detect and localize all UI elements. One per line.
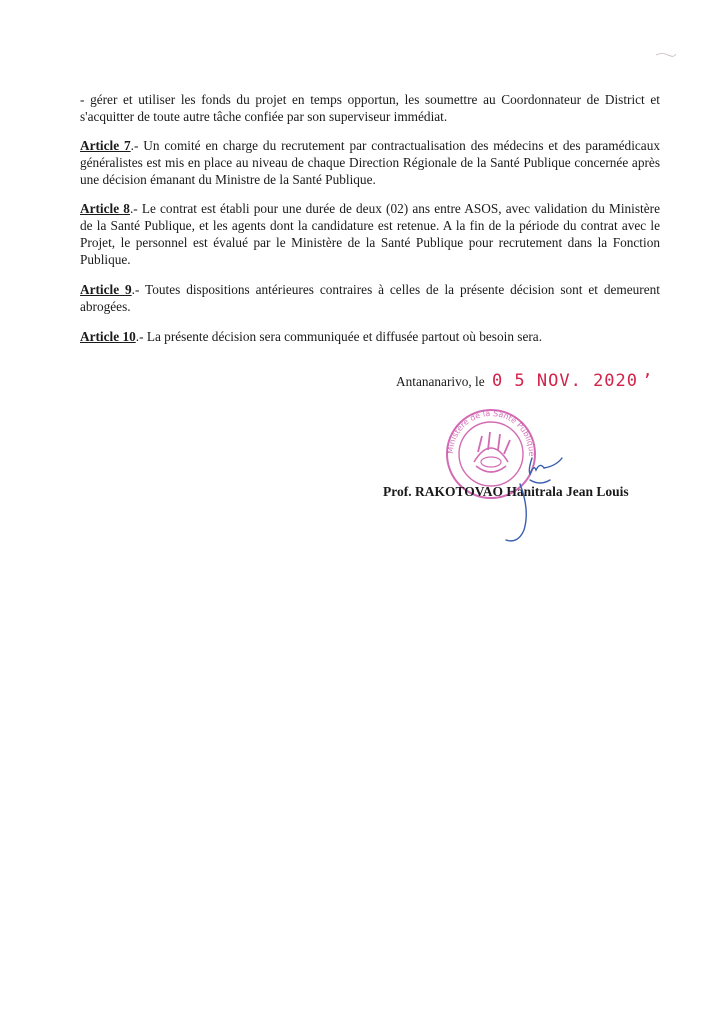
- handwritten-signature: [470, 440, 580, 550]
- article-7-label: Article 7: [80, 138, 131, 153]
- article-10-text: .- La présente décision sera communiquée et diffusée partout où besoin sera.: [135, 329, 543, 344]
- article-7-text: .- Un comité en charge du recrutement par contractualisation des médecins et des paramédicaux généralistes est mis en place au niveau de chaque Direction Régionale de la Santé Publique concernée après une décision émanant du Ministre de la Santé Publique.: [80, 138, 660, 187]
- article-7-paragraph: [80, 137, 660, 188]
- article-10-label: Article 10: [80, 329, 136, 344]
- article-9-label: Article 9: [80, 282, 132, 297]
- article-9-text: .- Toutes dispositions antérieures contraires à celles de la présente décision sont et demeurent abrogées.: [80, 282, 660, 314]
- article-10-paragraph: [80, 328, 660, 345]
- place-text: Antananarivo, le: [396, 374, 485, 389]
- article-8-paragraph: [80, 200, 660, 268]
- article-9-paragraph: [80, 281, 660, 315]
- date-stamp: 0 5 NOV. 2020: [491, 371, 639, 391]
- scan-smudge-mark: [654, 50, 678, 58]
- continuation-paragraph: - gérer et utiliser les fonds du projet en temps opportun, les soumettre au Coordonnateur de District et s'acquitter de toute autre tâche confiée par son superviseur immédiat.: [80, 92, 660, 124]
- signatory-name: Prof. RAKOTOVAO Hanitrala Jean Louis: [383, 484, 629, 499]
- article-8-label: Article 8: [80, 201, 130, 216]
- date-line: [396, 373, 653, 390]
- date-stamp-tick: ʼ: [642, 371, 654, 391]
- article-8-text: .- Le contrat est établi pour une durée de deux (02) ans entre ASOS, avec validation du Ministère de la Santé Publique, et les agents dont la candidature est retenue. A la fin de la période du contrat avec le Projet, le personnel est évalué par le Ministère de la Santé Publique pour recrutement dans la Fonction Publique.: [80, 201, 660, 267]
- seal-lettering: Ministère de la Santé Publique: [445, 408, 537, 457]
